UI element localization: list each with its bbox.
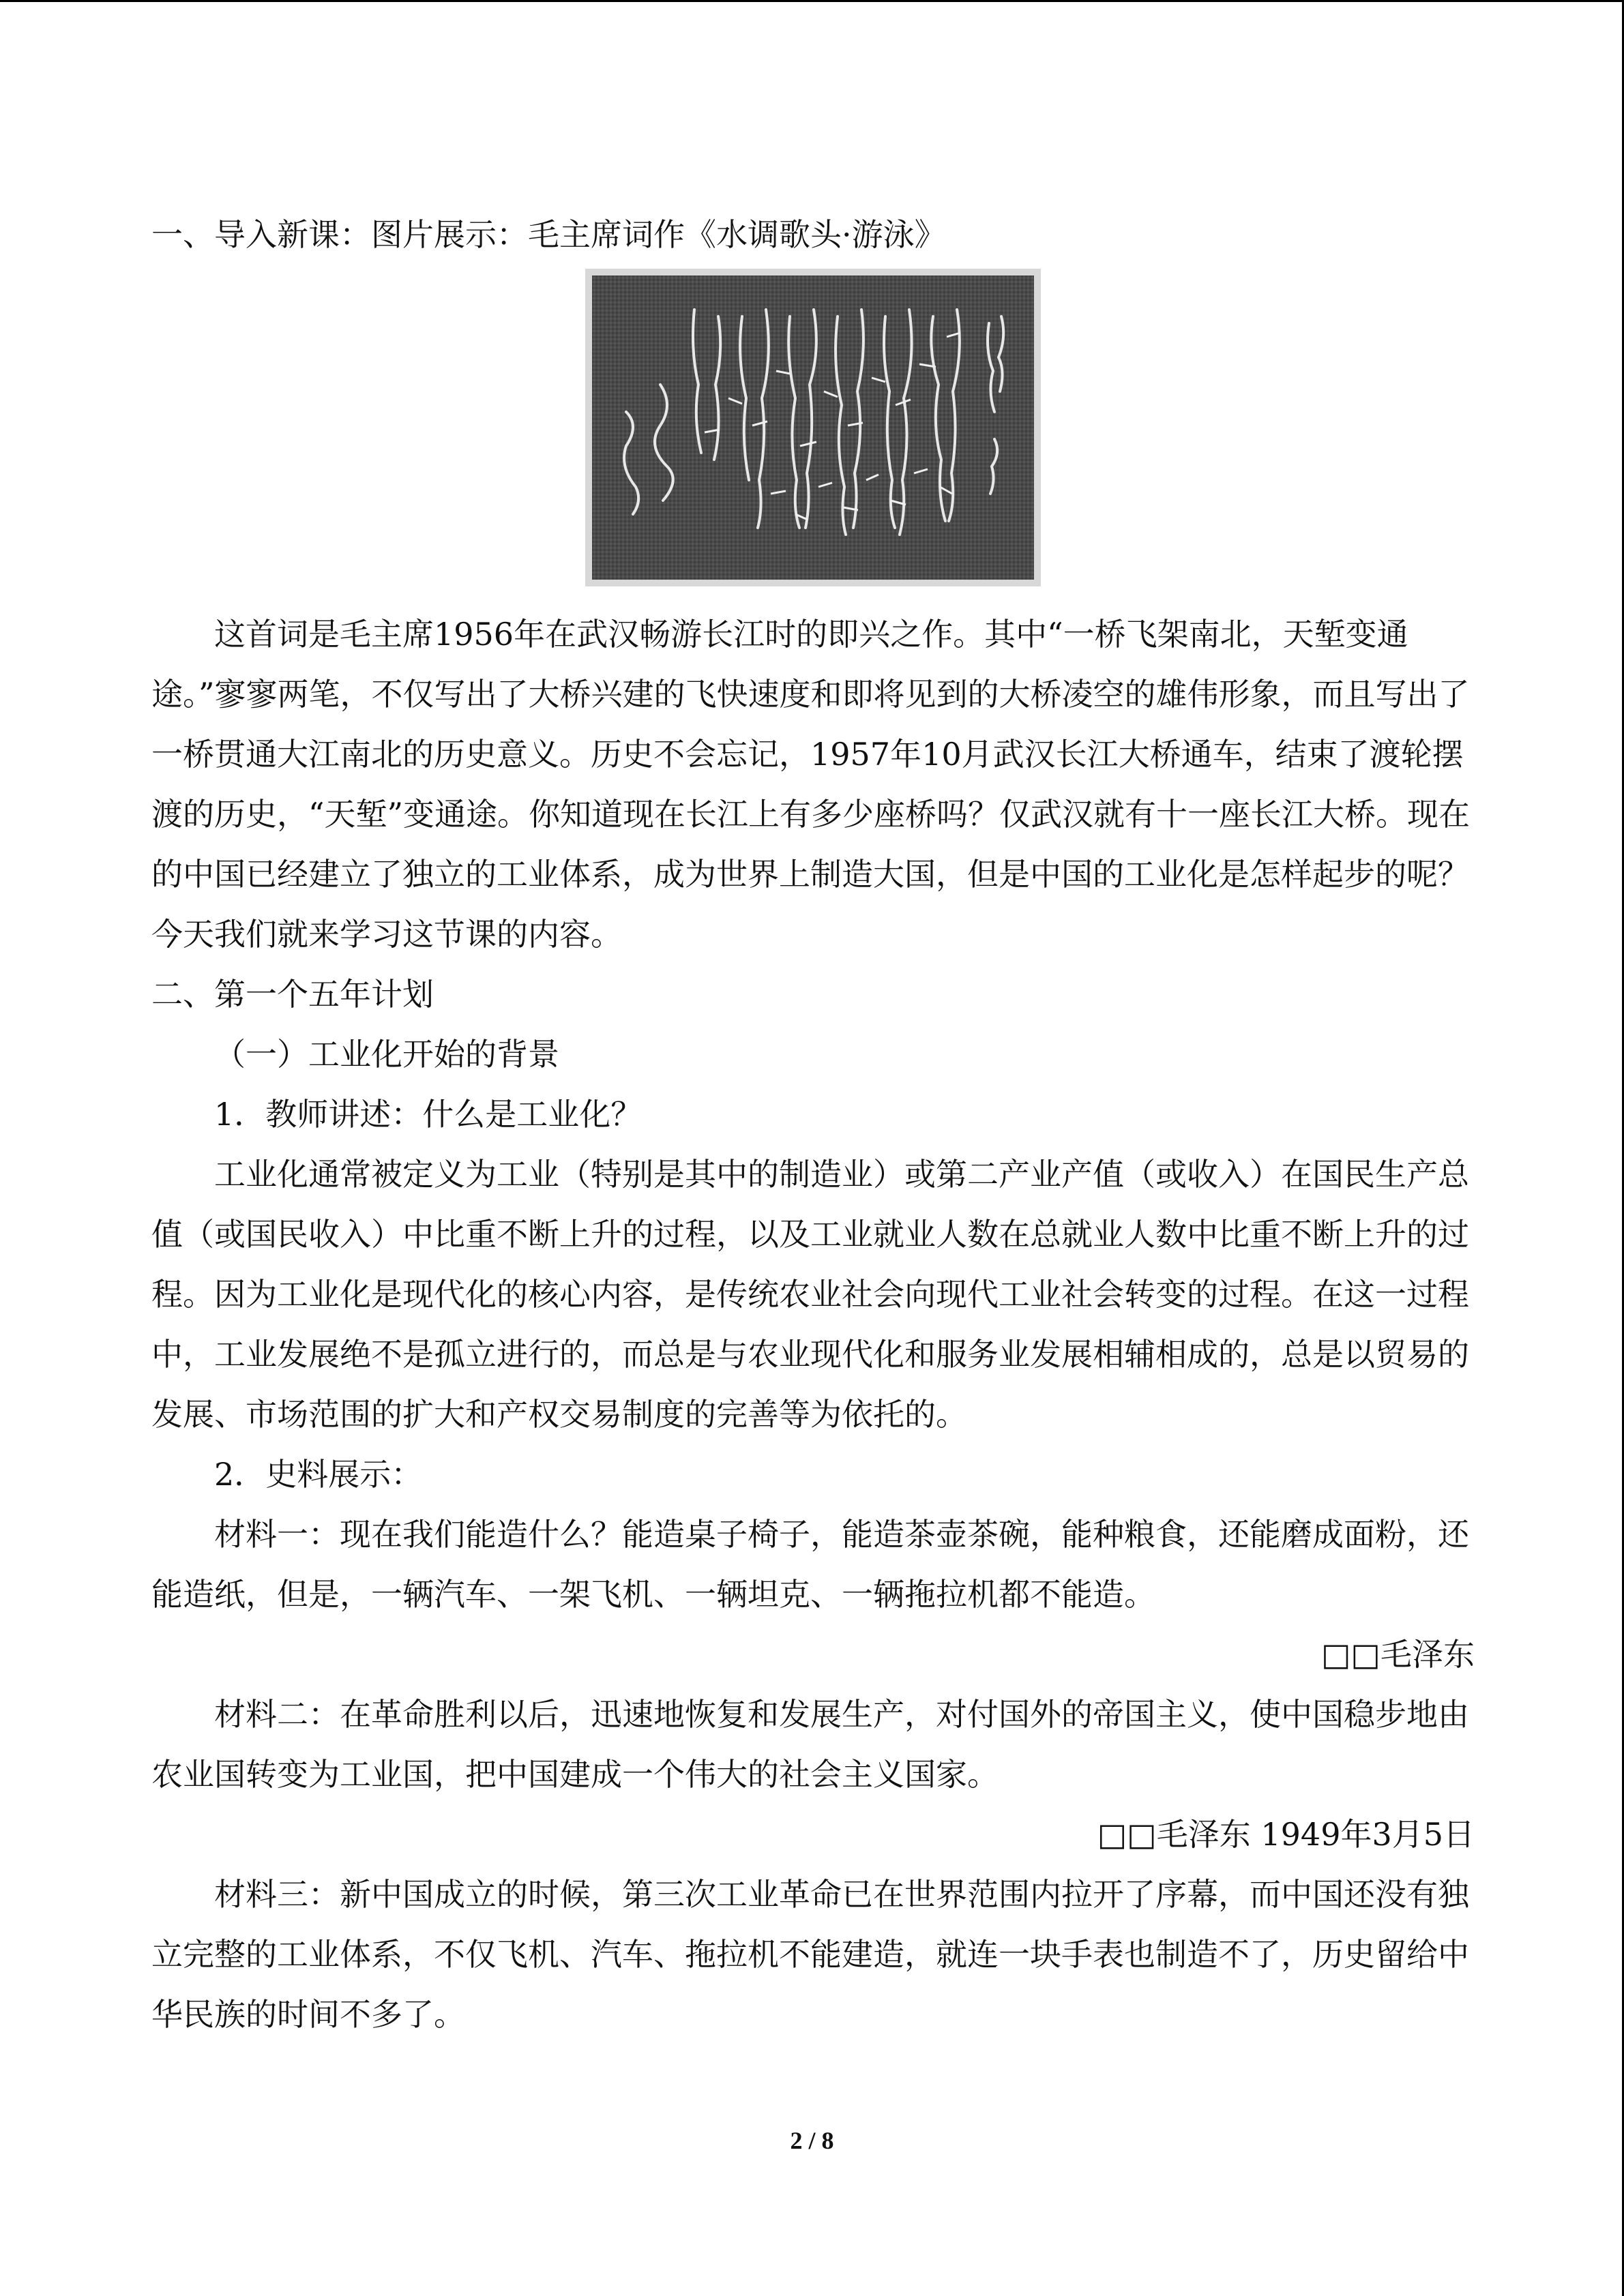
subsection1-heading: （一）工业化开始的背景 xyxy=(214,1036,559,1073)
material2: 材料二：在革命胜利以后，迅速地恢复和发展生产，对付国外的帝国主义，使中国稳步地由农业国转变为工业国，把中国建成一个伟大的社会主义国家。 xyxy=(151,1696,1469,1793)
material1-source: □□毛泽东 xyxy=(1321,1636,1475,1673)
point1-heading: 1．教师讲述：什么是工业化？ xyxy=(214,1096,643,1133)
calligraphy-image xyxy=(585,269,1041,586)
material2-source: □□毛泽东 1949年3月5日 xyxy=(1097,1816,1475,1853)
section2-heading: 二、第一个五年计划 xyxy=(151,976,434,1013)
point2-heading: 2．史料展示： xyxy=(214,1456,423,1493)
material3: 材料三：新中国成立的时候，第三次工业革命已在世界范围内拉开了序幕，而中国还没有独立完整的工业体系，不仅飞机、汽车、拖拉机不能建造，就连一块手表也制造不了，历史留给中华民族的时间不多了。 xyxy=(151,1876,1469,2033)
material1: 材料一：现在我们能造什么？能造桌子椅子，能造茶壶茶碗，能种粮食，还能磨成面粉，还能造纸，但是，一辆汽车、一架飞机、一辆坦克、一辆拖拉机都不能造。 xyxy=(151,1516,1469,1613)
intro-paragraph: 这首词是毛主席1956年在武汉畅游长江时的即兴之作。其中“一桥飞架南北，天堑变通途。”寥寥两笔，不仅写出了大桥兴建的飞快速度和即将见到的大桥凌空的雄伟形象，而且写出了一桥贯通大江南北的历史意义。历史不会忘记，1957年10月武汉长江大桥通车，结束了渡轮摆渡的历史，“天堑”变通途。你知道现在长江上有多少座桥吗？仅武汉就有十一座长江大桥。现在的中国已经建立了独立的工业体系，成为世界上制造大国，但是中国的工业化是怎样起步的呢？今天我们就来学习这节课的内容。 xyxy=(151,616,1471,953)
intro-heading: 一、导入新课：图片展示：毛主席词作《水调歌头·游泳》 xyxy=(151,216,946,253)
point1-paragraph: 工业化通常被定义为工业（特别是其中的制造业）或第二产业产值（或收入）在国民生产总值（或国民收入）中比重不断上升的过程，以及工业就业人数在总就业人数中比重不断上升的过程。因为工业化是现代化的核心内容，是传统农业社会向现代工业社会转变的过程。在这一过程中，工业发展绝不是孤立进行的，而总是与农业现代化和服务业发展相辅相成的，总是以贸易的发展、市场范围的扩大和产权交易制度的完善等为依托的。 xyxy=(151,1156,1469,1433)
document-body xyxy=(151,205,1475,2044)
page-number: 2 / 8 xyxy=(790,2127,834,2154)
page-top-border xyxy=(0,0,1624,2)
